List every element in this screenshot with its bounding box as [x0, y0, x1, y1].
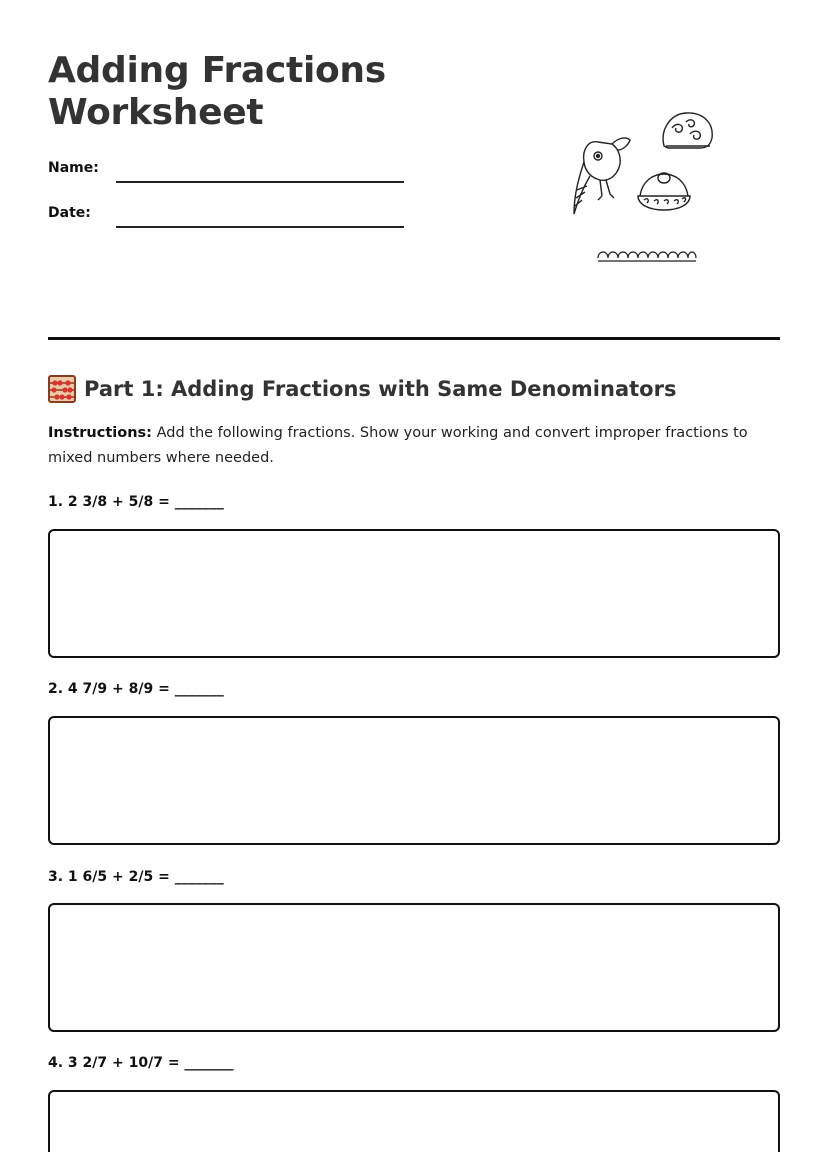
instructions-label: Instructions:: [48, 425, 152, 441]
bird-icon: [574, 138, 630, 214]
question-4-label: 4. 3 2/7 + 10/7 = _______: [48, 1055, 234, 1071]
question-3-answer-box[interactable]: [48, 903, 780, 1032]
instructions-text: Add the following fractions. Show your working and convert improper fractions to mixed numbers where needed.: [48, 425, 748, 466]
question-2-label: 2. 4 7/9 + 8/9 = _______: [48, 681, 224, 697]
question-1-label: 1. 2 3/8 + 5/8 = _______: [48, 494, 224, 510]
title-line-1: Adding Fractions: [48, 50, 386, 91]
question-4-answer-box[interactable]: [48, 1090, 780, 1152]
instructions: [48, 421, 778, 471]
section-divider: [48, 337, 780, 340]
question-1-answer-box[interactable]: [48, 529, 780, 658]
question-3-label: 3. 1 6/5 + 2/5 = _______: [48, 869, 224, 885]
part1-title: Part 1: Adding Fractions with Same Denominators: [84, 377, 677, 401]
decorative-border-icon: [598, 252, 696, 261]
name-label: Name:: [48, 160, 99, 176]
date-field[interactable]: [116, 226, 404, 228]
title-line-2: Worksheet: [48, 92, 264, 133]
abacus-icon: [48, 375, 76, 403]
name-field[interactable]: [116, 181, 404, 183]
date-label: Date:: [48, 205, 91, 221]
question-2-answer-box[interactable]: [48, 716, 780, 845]
part1-heading: [48, 374, 676, 404]
pastry-icon: [663, 113, 712, 148]
page-title: [48, 50, 386, 134]
illustration: [560, 100, 720, 275]
cake-icon: [638, 173, 690, 210]
